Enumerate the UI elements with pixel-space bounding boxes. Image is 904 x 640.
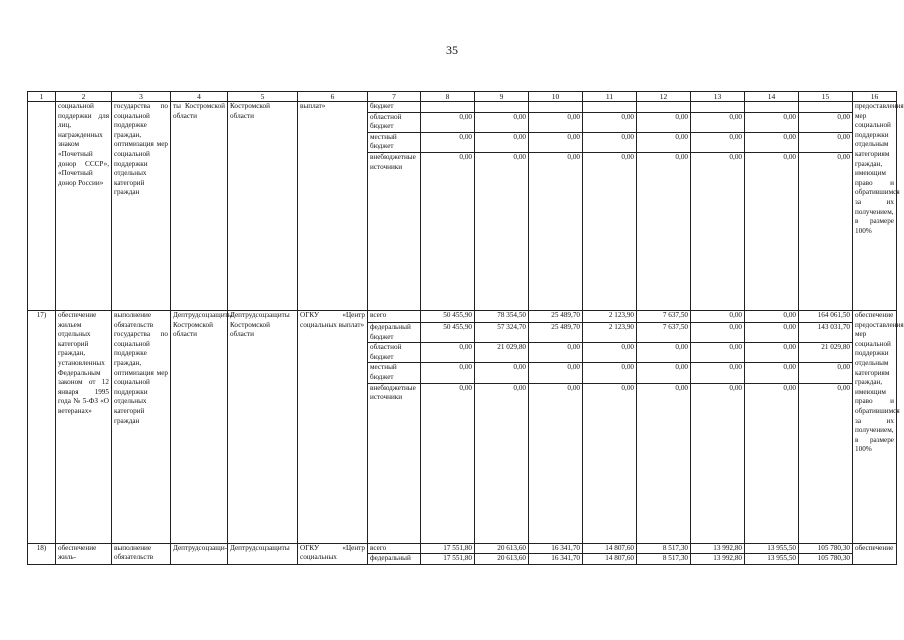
header-cell: 16	[853, 92, 897, 102]
amount-cell: 0,00	[745, 112, 799, 132]
amount-cell: 0,00	[421, 132, 475, 152]
amount-cell: 14 807,60	[583, 554, 637, 565]
amount-cell: 21 029,80	[475, 343, 529, 363]
amount-cell: 0,00	[421, 112, 475, 132]
amount-cell	[583, 102, 637, 113]
header-cell: 7	[368, 92, 421, 102]
amount-cell: 0,00	[799, 383, 853, 543]
amount-cell: 25 489,70	[529, 322, 583, 342]
amount-cell	[799, 102, 853, 113]
amount-cell: 0,00	[529, 112, 583, 132]
funding-source: всего	[368, 310, 421, 322]
amount-cell: 16 341,70	[529, 543, 583, 554]
amount-cell: 0,00	[691, 112, 745, 132]
amount-cell: 8 517,30	[637, 543, 691, 554]
amount-cell: 0,00	[745, 343, 799, 363]
page-number: 35	[446, 43, 458, 57]
amount-cell: 57 324,70	[475, 322, 529, 342]
amount-cell: 20 613,60	[475, 543, 529, 554]
header-cell: 13	[691, 92, 745, 102]
amount-cell: 0,00	[637, 383, 691, 543]
amount-cell: 0,00	[421, 383, 475, 543]
amount-cell: 0,00	[421, 343, 475, 363]
amount-cell: 17 551,80	[421, 554, 475, 565]
amount-cell: 0,00	[637, 112, 691, 132]
table-row	[28, 543, 897, 554]
amount-cell: 7 637,50	[637, 310, 691, 322]
amount-cell: 0,00	[637, 152, 691, 310]
amount-cell: 0,00	[475, 152, 529, 310]
amount-cell: 0,00	[583, 363, 637, 383]
funding-source: всего	[368, 543, 421, 554]
amount-cell: 105 780,30	[799, 554, 853, 565]
measure-goal: выполнение обязательств государства по социальной поддержке граждан, оптимизация мер социальной поддержки отдельных категорий граждан	[112, 310, 171, 543]
program-table	[27, 91, 904, 565]
participant: ОГКУ «Центр социальных	[298, 543, 368, 564]
funding-source: областной бюджет	[368, 343, 421, 363]
measure-name: обеспечение жиль-	[56, 543, 112, 564]
header-cell: 11	[583, 92, 637, 102]
amount-cell: 0,00	[745, 363, 799, 383]
header-cell: 3	[112, 92, 171, 102]
amount-cell: 13 992,80	[691, 543, 745, 554]
item-number	[28, 102, 56, 311]
expected-result: обеспечение	[853, 543, 897, 564]
amount-cell: 2 123,90	[583, 310, 637, 322]
header-cell: 6	[298, 92, 368, 102]
amount-cell: 0,00	[421, 152, 475, 310]
responsible-executor: ты Костромской области	[171, 102, 228, 311]
funding-source: бюджет	[368, 102, 421, 113]
amount-cell: 0,00	[475, 112, 529, 132]
amount-cell: 0,00	[745, 132, 799, 152]
amount-cell	[421, 102, 475, 113]
funding-source: внебюджетные источники	[368, 152, 421, 310]
measure-name: обеспечение жильем отдельных категорий граждан, установленных Федеральным законом от 12 января 1995 года № 5-ФЗ «О ветеранах»	[56, 310, 112, 543]
amount-cell: 0,00	[691, 310, 745, 322]
table-row	[28, 102, 897, 113]
header-cell: 8	[421, 92, 475, 102]
expected-result: обеспечение предоставления мер социальной поддержки отдельным категориям граждан, имеющим право и обратившимся за их получением, в размере 100%	[853, 310, 897, 543]
co-executor: Дептрудсоцзащиты Костромской области	[228, 310, 298, 543]
amount-cell	[529, 102, 583, 113]
amount-cell: 0,00	[583, 383, 637, 543]
co-executor: Костромской области	[228, 102, 298, 311]
amount-cell: 0,00	[691, 383, 745, 543]
amount-cell: 105 780,30	[799, 543, 853, 554]
funding-source: местный бюджет	[368, 363, 421, 383]
participant: ОГКУ «Центр социальных выплат»	[298, 310, 368, 543]
header-cell: 4	[171, 92, 228, 102]
amount-cell: 0,00	[745, 310, 799, 322]
co-executor: Дептрудсоцзащиты	[228, 543, 298, 564]
amount-cell: 0,00	[475, 132, 529, 152]
amount-cell: 7 637,50	[637, 322, 691, 342]
amount-cell: 2 123,90	[583, 322, 637, 342]
header-cell: 15	[799, 92, 853, 102]
amount-cell: 0,00	[691, 132, 745, 152]
responsible-executor: Дептрудсоцзащи-	[171, 543, 228, 564]
amount-cell: 50 455,90	[421, 322, 475, 342]
participant: выплат»	[298, 102, 368, 311]
amount-cell: 0,00	[745, 152, 799, 310]
amount-cell: 14 807,60	[583, 543, 637, 554]
amount-cell: 0,00	[475, 363, 529, 383]
funding-source: областной бюджет	[368, 112, 421, 132]
amount-cell: 0,00	[583, 152, 637, 310]
measure-goal: выполнение обязательств	[112, 543, 171, 564]
item-number: 18)	[28, 543, 56, 564]
amount-cell: 0,00	[799, 132, 853, 152]
amount-cell: 0,00	[583, 343, 637, 363]
header-cell: 12	[637, 92, 691, 102]
amount-cell: 0,00	[691, 152, 745, 310]
funding-source: федеральный	[368, 554, 421, 565]
funding-source: местный бюджет	[368, 132, 421, 152]
amount-cell: 0,00	[691, 322, 745, 342]
funding-source: федеральный бюджет	[368, 322, 421, 342]
amount-cell	[745, 102, 799, 113]
amount-cell: 21 029,80	[799, 343, 853, 363]
amount-cell: 50 455,90	[421, 310, 475, 322]
measure-goal: государства по социальной поддержке граждан, оптимизация мер социальной поддержки отдельных категорий граждан	[112, 102, 171, 311]
amount-cell: 78 354,50	[475, 310, 529, 322]
expected-result: предоставления мер социальной поддержки отдельным категориям граждан, имеющим право и обратившимся за их получением, в размере 100%	[853, 102, 897, 311]
amount-cell: 164 061,50	[799, 310, 853, 322]
header-cell: 9	[475, 92, 529, 102]
header-cell: 10	[529, 92, 583, 102]
item-number: 17)	[28, 310, 56, 543]
amount-cell: 0,00	[637, 132, 691, 152]
amount-cell	[691, 102, 745, 113]
amount-cell: 13 955,50	[745, 554, 799, 565]
header-row	[28, 92, 897, 102]
header-cell: 14	[745, 92, 799, 102]
amount-cell: 8 517,30	[637, 554, 691, 565]
measure-name: социальной поддержки для лиц, награжденных знаком «Почетный донор СССР», «Почетный донор России»	[56, 102, 112, 311]
amount-cell: 13 992,80	[691, 554, 745, 565]
header-cell: 1	[28, 92, 56, 102]
amount-cell: 0,00	[529, 343, 583, 363]
amount-cell: 0,00	[637, 343, 691, 363]
amount-cell: 0,00	[637, 363, 691, 383]
amount-cell: 0,00	[745, 322, 799, 342]
table-row	[28, 310, 897, 322]
amount-cell: 16 341,70	[529, 554, 583, 565]
amount-cell: 0,00	[691, 343, 745, 363]
responsible-executor: Дептрудсоцзащиты Костромской области	[171, 310, 228, 543]
amount-cell: 13 955,50	[745, 543, 799, 554]
amount-cell: 0,00	[583, 112, 637, 132]
amount-cell: 0,00	[529, 132, 583, 152]
amount-cell: 0,00	[691, 363, 745, 383]
amount-cell: 0,00	[583, 132, 637, 152]
amount-cell: 0,00	[475, 383, 529, 543]
amount-cell: 0,00	[745, 383, 799, 543]
header-cell: 5	[228, 92, 298, 102]
header-cell: 2	[56, 92, 112, 102]
amount-cell	[475, 102, 529, 113]
amount-cell	[637, 102, 691, 113]
amount-cell: 0,00	[799, 152, 853, 310]
amount-cell: 0,00	[529, 383, 583, 543]
amount-cell: 0,00	[799, 363, 853, 383]
amount-cell: 0,00	[799, 112, 853, 132]
amount-cell: 17 551,80	[421, 543, 475, 554]
amount-cell: 0,00	[421, 363, 475, 383]
amount-cell: 0,00	[529, 363, 583, 383]
amount-cell: 143 031,70	[799, 322, 853, 342]
amount-cell: 25 489,70	[529, 310, 583, 322]
amount-cell: 20 613,60	[475, 554, 529, 565]
amount-cell: 0,00	[529, 152, 583, 310]
funding-source: внебюджетные источники	[368, 383, 421, 543]
